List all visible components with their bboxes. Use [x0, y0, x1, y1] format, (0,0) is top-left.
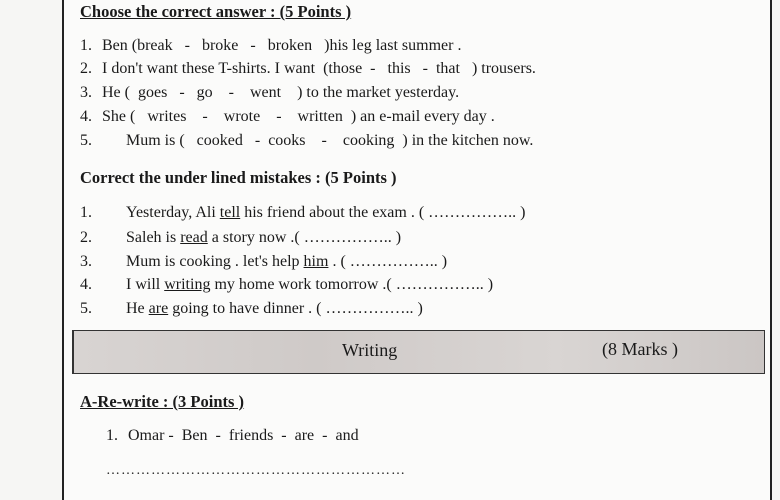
- correct-item-1: 1. Yesterday, Ali tell his friend about the exam . ( …………….. ): [80, 204, 526, 221]
- rewrite-item-1: 1. Omar - Ben - friends - are - and: [106, 427, 359, 444]
- correct-item-2: 2. Saleh is read a story now .( …………….. ): [80, 229, 402, 246]
- choose-item-3: 3. He ( goes - go - went ) to the market yesterday.: [80, 84, 460, 101]
- writing-title: Writing: [342, 340, 398, 360]
- underlined-mistake: are: [148, 300, 169, 317]
- choose-item-4: 4. She ( writes - wrote - written ) an e-mail every day .: [80, 108, 495, 125]
- choose-item-1: 1. Ben (break - broke - broken )his leg last summer .: [80, 37, 462, 54]
- underlined-mistake: writing: [164, 276, 211, 293]
- writing-marks: (8 Marks ): [602, 339, 678, 359]
- section-rewrite-heading: A-Re-write : (3 Points ): [80, 392, 245, 411]
- underlined-mistake: read: [180, 229, 208, 246]
- choose-item-2: 2. I don't want these T-shirts. I want (those - this - that ) trousers.: [80, 60, 536, 77]
- correct-item-4: 4. I will writing my home work tomorrow .( …………….. ): [80, 276, 494, 293]
- choose-item-5: 5. Mum is ( cooked - cooks - cooking ) in the kitchen now.: [80, 132, 534, 149]
- underlined-mistake: tell: [219, 204, 241, 221]
- section-choose-heading: Choose the correct answer : (5 Points ): [80, 2, 352, 21]
- underlined-mistake: him: [303, 253, 329, 270]
- writing-section-banner: [72, 330, 765, 374]
- answer-line: ……………………………………………………: [106, 463, 406, 478]
- correct-item-3: 3. Mum is cooking . let's help him . ( …………….. ): [80, 253, 448, 270]
- section-correct-heading: Correct the under lined mistakes : (5 Points ): [80, 168, 397, 187]
- correct-item-5: 5. He are going to have dinner . ( …………….. ): [80, 300, 423, 317]
